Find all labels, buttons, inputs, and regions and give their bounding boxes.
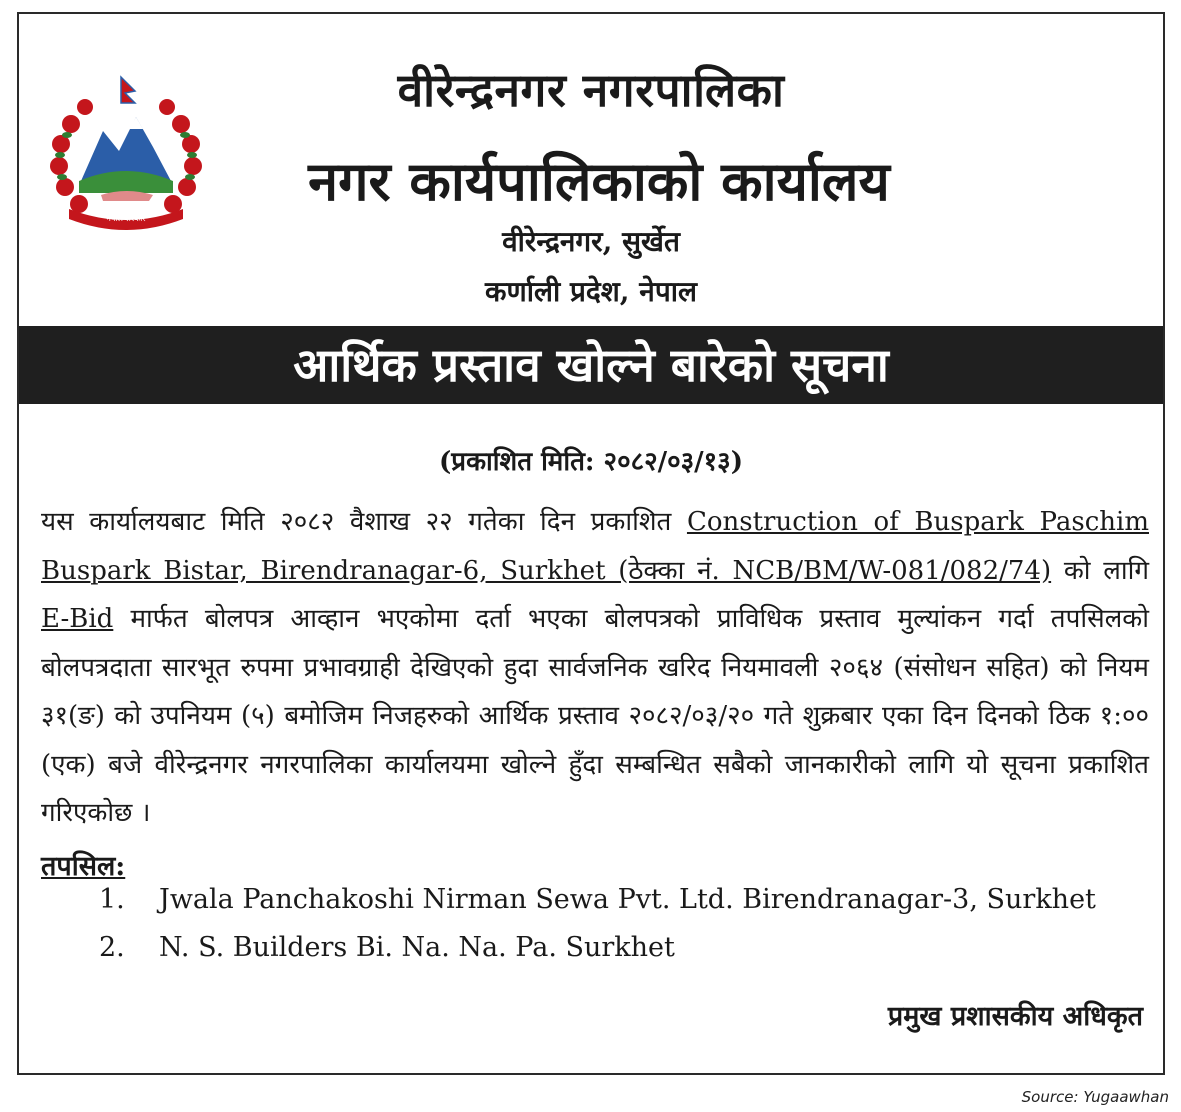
list-item-number: 1. bbox=[99, 884, 125, 915]
work-title: Construction of Buspark Paschim Buspark Bistar, Birendranagar-6, Surkhet (ठेक्का नं. NCB/BM/W-081/082/74) bbox=[41, 507, 1149, 586]
source-credit: Source: Yugaawhan bbox=[1021, 1088, 1169, 1106]
signatory: प्रमुख प्रशासकीय अधिकृत bbox=[887, 1001, 1143, 1032]
tapsil-heading: तपसिल: bbox=[41, 851, 126, 882]
list-item-text: N. S. Builders Bi. Na. Na. Pa. Surkhet bbox=[159, 932, 675, 963]
ebid-label: E-Bid bbox=[41, 604, 114, 634]
notice-frame bbox=[17, 12, 1165, 1075]
municipality-name: वीरेन्द्रनगर नगरपालिका bbox=[397, 63, 785, 117]
address-province: कर्णाली प्रदेश, नेपाल bbox=[484, 275, 697, 308]
notice-body bbox=[41, 498, 1149, 838]
list-item-text: Jwala Panchakoshi Nirman Sewa Pvt. Ltd. Birendranagar-3, Surkhet bbox=[159, 884, 1096, 915]
office-name: नगर कार्यपालिकाको कार्यालय bbox=[308, 149, 890, 213]
published-date: (प्रकाशित मिति: २०८२/०३/१३) bbox=[438, 447, 744, 477]
body-text-2: को लागि bbox=[1051, 555, 1149, 586]
body-text-3: मार्फत बोलपत्र आव्हान भएकोमा दर्ता भएका बोलपत्रको प्राविधिक प्रस्ताव मुल्यांकन गर्दा तपसिलको बोलपत्रदाता सारभूत रुपमा प्रभावग्राही देखिएको हुदा सार्वजनिक खरिद नियमावली २०६४ (संसोधन सहित) को नियम ३१(ङ) को उपनियम (५) बमोजिम निजहरुको आर्थिक प्रस्ताव २०८२/०३/२० गते शुक्रबार एका दिन दिनको ठिक १:०० (एक) बजे वीरेन्द्रनगर नगरपालिका कार्यालयमा खोल्ने हुँदा सम्बन्धित सबैको जानकारीको लागि यो सूचना प्रकाशित गरिएकोछ । bbox=[41, 604, 1149, 828]
emblem-caption: नेपाल सरकार bbox=[106, 214, 146, 223]
address-city: वीरेन्द्रनगर, सुर्खेत bbox=[502, 225, 680, 258]
list-item-number: 2. bbox=[99, 932, 125, 963]
list-item bbox=[99, 884, 1096, 915]
body-text-1: यस कार्यालयबाट मिति २०८२ वैशाख २२ गतेका दिन प्रकाशित bbox=[41, 507, 687, 537]
notice-title-banner: आर्थिक प्रस्ताव खोल्ने बारेको सूचना bbox=[19, 326, 1163, 404]
list-item bbox=[99, 932, 675, 963]
